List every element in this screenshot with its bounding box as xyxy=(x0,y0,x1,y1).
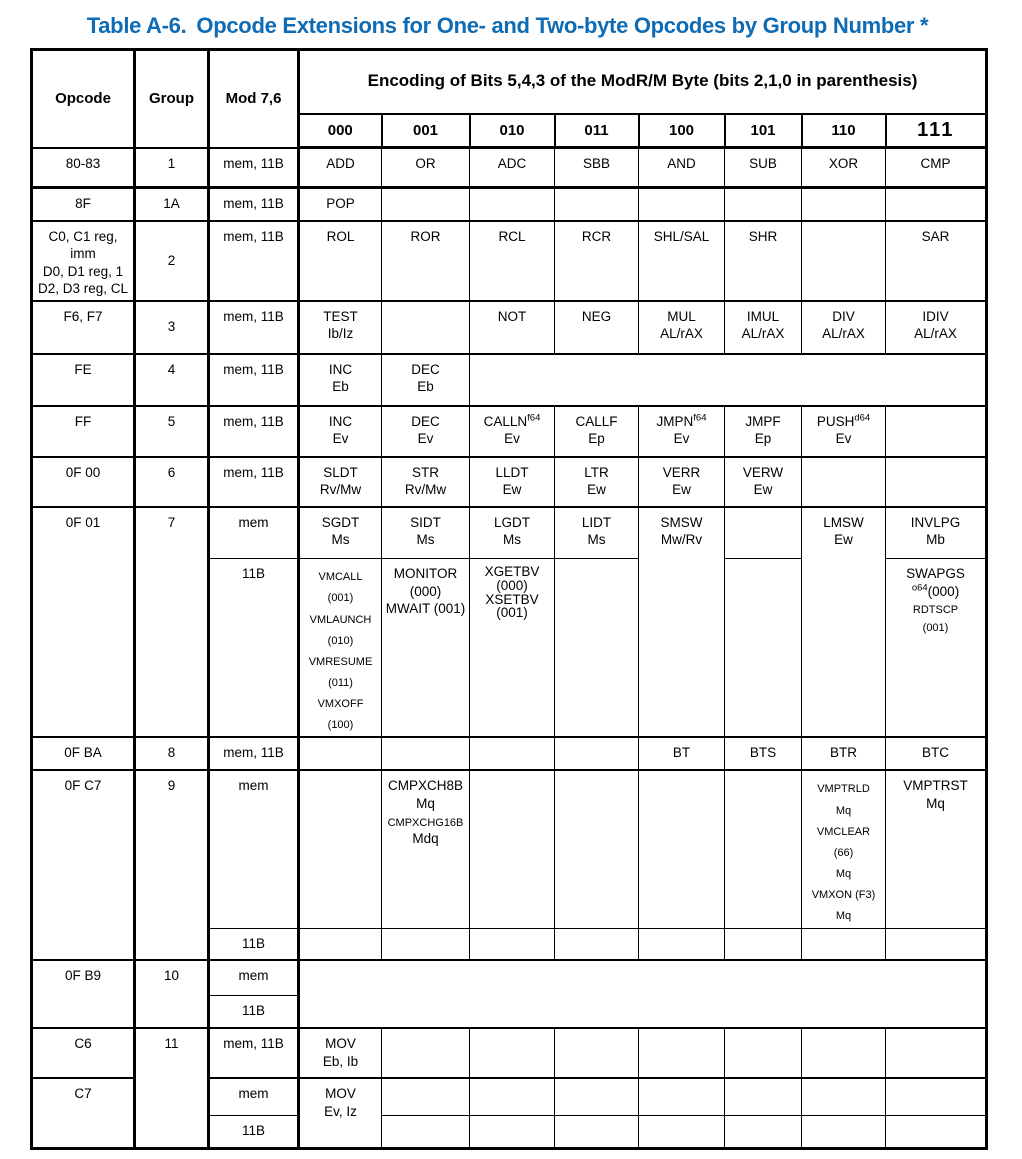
row-group11-c6-ext-000: MOV Eb, Ib xyxy=(299,1028,382,1078)
row-group8-ext-100: BT xyxy=(639,737,725,770)
row-group2 xyxy=(32,221,987,301)
row-group7-11b-empty-cell xyxy=(555,559,639,738)
row-group11-c6-opcode: C6 xyxy=(32,1028,135,1078)
table-body xyxy=(32,148,987,1149)
row-group7-mem-opcode: 0F 01 xyxy=(32,507,135,738)
row-group9-mem-empty-cell xyxy=(470,770,555,928)
bits-header-101: 101 xyxy=(725,114,802,148)
row-group11-c6 xyxy=(32,1028,987,1078)
row-group1-ext-010: ADC xyxy=(470,148,555,188)
row-group6-ext-010: LLDT Ew xyxy=(470,457,555,507)
row-group11-c7-11b-empty-cell xyxy=(639,1115,725,1148)
row-group11-c6-mod: mem, 11B xyxy=(209,1028,299,1078)
row-group7-mem xyxy=(32,507,987,559)
row-group2-mod: mem, 11B xyxy=(209,221,299,301)
row-group4-ext-000: INC Eb xyxy=(299,354,382,406)
row-group11-c6-group: 11 xyxy=(135,1028,209,1148)
row-group11-c7-mem-empty-cell xyxy=(725,1078,802,1115)
row-group6-empty-cell xyxy=(802,457,886,507)
row-group3 xyxy=(32,301,987,354)
row-group11-c7-mem-empty-cell xyxy=(886,1078,987,1115)
row-group11-c6-empty-cell xyxy=(886,1028,987,1078)
row-group10-mem-group: 10 xyxy=(135,960,209,1028)
row-group5-ext-100: $JMPN^{f64}$ Ev xyxy=(639,406,725,457)
row-group7-11b-ext-010: XGETBV (000) XSETBV (001) xyxy=(470,559,555,738)
row-group7-11b-ext-000: VMCALL (001) VMLAUNCH (010) VMRESUME (011) VMXOFF (100) xyxy=(299,559,382,738)
row-group7-11b-mod: 11B xyxy=(209,559,299,738)
header-main-row xyxy=(32,50,987,114)
row-group11-c6-empty-cell xyxy=(802,1028,886,1078)
bits-header-110: 110 xyxy=(802,114,886,148)
row-group3-ext-000: TEST Ib/Iz xyxy=(299,301,382,354)
row-group6-ext-000: SLDT Rv/Mw xyxy=(299,457,382,507)
row-group8-empty-cell xyxy=(382,737,470,770)
row-group1-mod: mem, 11B xyxy=(209,148,299,188)
row-group1-opcode: 80-83 xyxy=(32,148,135,188)
column-header-mod: Mod 7,6 xyxy=(209,50,299,148)
row-group6-mod: mem, 11B xyxy=(209,457,299,507)
row-group11-c6-empty-cell xyxy=(639,1028,725,1078)
row-group2-ext-011: RCR xyxy=(555,221,639,301)
row-group1-ext-000: ADD xyxy=(299,148,382,188)
row-group1A-empty-cell xyxy=(470,188,555,221)
row-group3-empty-cell xyxy=(382,301,470,354)
row-group8-ext-101: BTS xyxy=(725,737,802,770)
row-group4-ext-001: DEC Eb xyxy=(382,354,470,406)
row-group1A-empty-cell xyxy=(639,188,725,221)
row-group9-11b-empty-cell xyxy=(802,928,886,960)
row-group3-ext-110: DIV AL/rAX xyxy=(802,301,886,354)
row-group11-c7-11b-mod: 11B xyxy=(209,1115,299,1148)
row-group5-ext-110: $PUSH^{d64}$ Ev xyxy=(802,406,886,457)
row-group2-opcode: C0, C1 reg, imm D0, D1 reg, 1 D2, D3 reg, CL xyxy=(32,221,135,301)
row-group9-mem-mod: mem xyxy=(209,770,299,928)
row-group7-mem-ext-100: SMSW Mw/Rv xyxy=(639,507,725,738)
row-group11-c7-mem-mod: mem xyxy=(209,1078,299,1115)
row-group8-group: 8 xyxy=(135,737,209,770)
row-group7-mem-ext-001: SIDT Ms xyxy=(382,507,470,559)
row-group3-group: 3 xyxy=(135,301,209,354)
row-group11-c7-11b-empty-cell xyxy=(802,1115,886,1148)
row-group9-mem-ext-001: CMPXCH8B Mq CMPXCHG16B Mdq xyxy=(382,770,470,928)
row-group1A-mod: mem, 11B xyxy=(209,188,299,221)
row-group1A-empty-cell xyxy=(725,188,802,221)
row-group3-ext-101: IMUL AL/rAX xyxy=(725,301,802,354)
row-group11-c6-empty-cell xyxy=(725,1028,802,1078)
row-group11-c7-mem-empty-cell xyxy=(802,1078,886,1115)
row-group4-opcode: FE xyxy=(32,354,135,406)
row-group1A-group: 1A xyxy=(135,188,209,221)
table-title-text: Opcode Extensions for One- and Two-byte Opcodes by Group Number * xyxy=(196,13,929,38)
row-group5-empty-cell xyxy=(886,406,987,457)
row-group5-ext-010: $CALLN^{f64}$ Ev xyxy=(470,406,555,457)
row-group9-mem-ext-110: VMPTRLD Mq VMCLEAR (66) Mq VMXON (F3) Mq xyxy=(802,770,886,928)
row-group6 xyxy=(32,457,987,507)
row-group9-11b-empty-cell xyxy=(382,928,470,960)
row-group3-ext-010: NOT xyxy=(470,301,555,354)
row-group6-group: 6 xyxy=(135,457,209,507)
row-group5-ext-001: DEC Ev xyxy=(382,406,470,457)
row-group1A-opcode: 8F xyxy=(32,188,135,221)
row-group1A-empty-cell xyxy=(802,188,886,221)
row-group1A-ext-000: POP xyxy=(299,188,382,221)
row-group9-11b-empty-cell xyxy=(886,928,987,960)
row-group9-mem-group: 9 xyxy=(135,770,209,960)
bits-header-010: 010 xyxy=(470,114,555,148)
row-group9-mem-empty-cell xyxy=(639,770,725,928)
row-group6-ext-100: VERR Ew xyxy=(639,457,725,507)
row-group4-ext-merged xyxy=(470,354,987,406)
row-group11-c7-11b-empty-cell xyxy=(886,1115,987,1148)
row-group3-mod: mem, 11B xyxy=(209,301,299,354)
row-group11-c7-11b-empty-cell xyxy=(725,1115,802,1148)
row-group1A-empty-cell xyxy=(382,188,470,221)
row-group1-ext-100: AND xyxy=(639,148,725,188)
row-group2-ext-001: ROR xyxy=(382,221,470,301)
column-header-encoding: Encoding of Bits 5,4,3 of the ModR/M Byte (bits 2,1,0 in parenthesis) xyxy=(299,50,987,114)
row-group3-opcode: F6, F7 xyxy=(32,301,135,354)
row-group11-c7-mem-empty-cell xyxy=(639,1078,725,1115)
row-group11-c7-mem-empty-cell xyxy=(555,1078,639,1115)
row-group1-ext-101: SUB xyxy=(725,148,802,188)
row-group7-mem-empty-cell xyxy=(725,507,802,559)
row-group1A-empty-cell xyxy=(555,188,639,221)
row-group9-11b-empty-cell xyxy=(639,928,725,960)
row-group1A xyxy=(32,188,987,221)
row-group6-empty-cell xyxy=(886,457,987,507)
row-group2-ext-111: SAR xyxy=(886,221,987,301)
opcode-extensions-table xyxy=(30,48,988,1150)
row-group7-mem-ext-011: LIDT Ms xyxy=(555,507,639,559)
row-group6-opcode: 0F 00 xyxy=(32,457,135,507)
row-group7-mem-ext-010: LGDT Ms xyxy=(470,507,555,559)
row-group10-mem-mod: mem xyxy=(209,960,299,995)
row-group6-ext-101: VERW Ew xyxy=(725,457,802,507)
row-group9-mem-opcode: 0F C7 xyxy=(32,770,135,960)
row-group8-mod: mem, 11B xyxy=(209,737,299,770)
table-title-prefix: Table A-6. xyxy=(86,13,187,38)
table-header xyxy=(32,50,987,148)
row-group9-11b-empty-cell xyxy=(725,928,802,960)
row-group10-mem xyxy=(32,960,987,995)
row-group5-mod: mem, 11B xyxy=(209,406,299,457)
row-group11-c6-empty-cell xyxy=(382,1028,470,1078)
row-group3-ext-011: NEG xyxy=(555,301,639,354)
row-group2-ext-100: SHL/SAL xyxy=(639,221,725,301)
row-group3-ext-100: MUL AL/rAX xyxy=(639,301,725,354)
row-group1 xyxy=(32,148,987,188)
row-group1-ext-110: XOR xyxy=(802,148,886,188)
bits-header-100: 100 xyxy=(639,114,725,148)
row-group5-ext-101: JMPF Ep xyxy=(725,406,802,457)
row-group2-ext-101: SHR xyxy=(725,221,802,301)
row-group8-empty-cell xyxy=(299,737,382,770)
row-group4-group: 4 xyxy=(135,354,209,406)
row-group6-ext-011: LTR Ew xyxy=(555,457,639,507)
bits-header-011: 011 xyxy=(555,114,639,148)
row-group9-11b-empty-cell xyxy=(555,928,639,960)
row-group11-c7-mem-empty-cell xyxy=(382,1078,470,1115)
row-group1A-empty-cell xyxy=(886,188,987,221)
row-group2-group: 2 xyxy=(135,221,209,301)
row-group5-group: 5 xyxy=(135,406,209,457)
column-header-opcode: Opcode xyxy=(32,50,135,148)
row-group9-mem-ext-111: VMPTRST Mq xyxy=(886,770,987,928)
row-group11-c7-mem-opcode: C7 xyxy=(32,1078,135,1148)
row-group1-group: 1 xyxy=(135,148,209,188)
row-group7-mem-mod: mem xyxy=(209,507,299,559)
row-group7-11b-ext-111: SWAPGS $^{o64}$(000) RDTSCP (001) xyxy=(886,559,987,738)
row-group2-ext-010: RCL xyxy=(470,221,555,301)
row-group11-c7-11b-empty-cell xyxy=(555,1115,639,1148)
row-group4-mod: mem, 11B xyxy=(209,354,299,406)
bits-header-001: 001 xyxy=(382,114,470,148)
row-group9-11b-mod: 11B xyxy=(209,928,299,960)
row-group9-mem xyxy=(32,770,987,928)
row-group6-ext-001: STR Rv/Mw xyxy=(382,457,470,507)
row-group11-c7-11b-empty-cell xyxy=(382,1115,470,1148)
row-group8-empty-cell xyxy=(555,737,639,770)
row-group11-c7-mem-ext-000: MOV Ev, Iz xyxy=(299,1078,382,1148)
bits-header-000: 000 xyxy=(299,114,382,148)
row-group1-ext-111: CMP xyxy=(886,148,987,188)
row-group9-mem-empty-cell xyxy=(725,770,802,928)
row-group7-mem-ext-000: SGDT Ms xyxy=(299,507,382,559)
row-group9-mem-empty-cell xyxy=(555,770,639,928)
row-group4 xyxy=(32,354,987,406)
row-group7-mem-ext-111: INVLPG Mb xyxy=(886,507,987,559)
row-group9-mem-empty-cell xyxy=(299,770,382,928)
row-group5-ext-011: CALLF Ep xyxy=(555,406,639,457)
row-group7-mem-group: 7 xyxy=(135,507,209,738)
row-group1-ext-011: SBB xyxy=(555,148,639,188)
row-group5-opcode: FF xyxy=(32,406,135,457)
row-group7-11b-ext-101 xyxy=(725,559,802,738)
row-group8-ext-110: BTR xyxy=(802,737,886,770)
row-group3-ext-111: IDIV AL/rAX xyxy=(886,301,987,354)
row-group11-c6-empty-cell xyxy=(555,1028,639,1078)
row-group9-11b-empty-cell xyxy=(470,928,555,960)
row-group2-ext-000: ROL xyxy=(299,221,382,301)
row-group5 xyxy=(32,406,987,457)
row-group8-ext-111: BTC xyxy=(886,737,987,770)
row-group10-mem-ext-merged xyxy=(299,960,987,1028)
row-group11-c7-11b-empty-cell xyxy=(470,1115,555,1148)
row-group5-ext-000: INC Ev xyxy=(299,406,382,457)
row-group9-11b-empty-cell xyxy=(299,928,382,960)
row-group11-c7-mem-empty-cell xyxy=(470,1078,555,1115)
row-group10-11b-mod: 11B xyxy=(209,995,299,1028)
row-group8-opcode: 0F BA xyxy=(32,737,135,770)
table-title xyxy=(30,13,985,39)
row-group11-c6-empty-cell xyxy=(470,1028,555,1078)
row-group7-11b-ext-001: MONITOR (000) MWAIT (001) xyxy=(382,559,470,738)
row-group8 xyxy=(32,737,987,770)
row-group7-mem-ext-110: LMSW Ew xyxy=(802,507,886,738)
row-group1-ext-001: OR xyxy=(382,148,470,188)
column-header-group: Group xyxy=(135,50,209,148)
row-group2-empty-cell xyxy=(802,221,886,301)
row-group10-mem-opcode: 0F B9 xyxy=(32,960,135,1028)
row-group8-empty-cell xyxy=(470,737,555,770)
bits-header-111: 111 xyxy=(886,114,987,148)
